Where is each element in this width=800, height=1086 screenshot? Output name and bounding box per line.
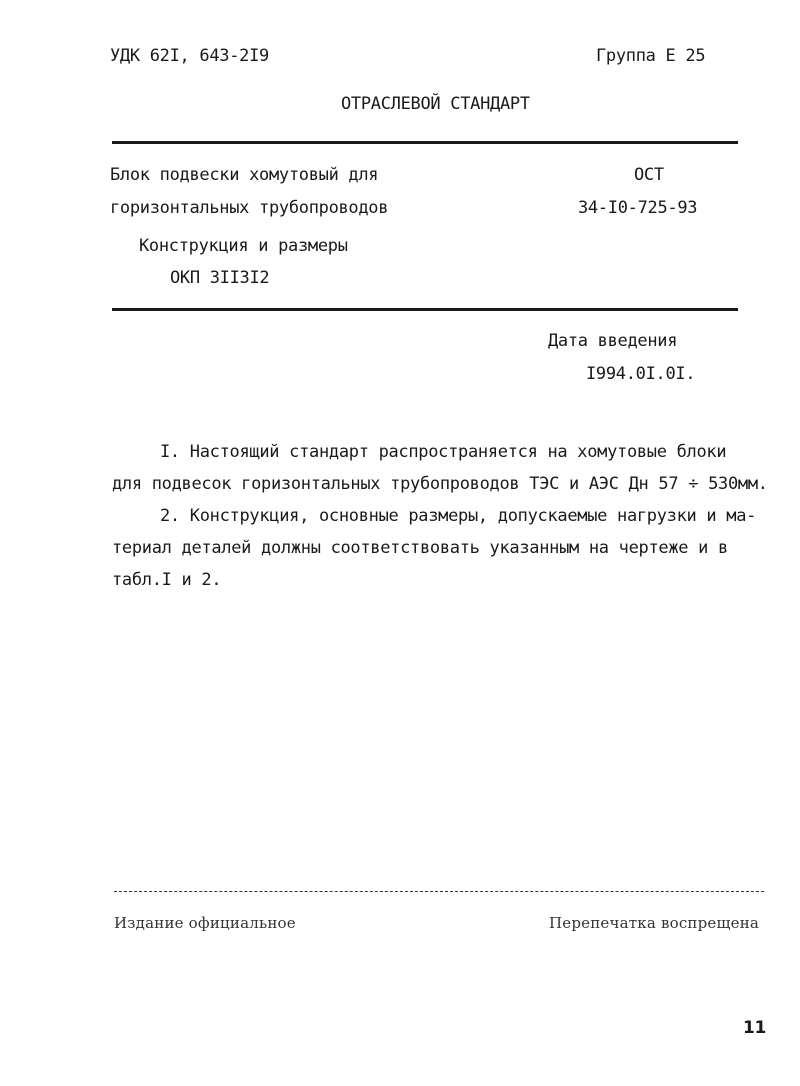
paragraph-1-line-1: I. Настоящий стандарт распространяется на хомутовые блоки: [160, 442, 727, 462]
product-name-line1: Блок подвески хомутовый для: [110, 165, 379, 185]
footer-dashed-rule: [114, 891, 764, 892]
paragraph-2-line-3: табл.I и 2.: [112, 570, 222, 590]
udk-code: УДК 62I, 643-2I9: [110, 46, 269, 66]
paragraph-2-line-1: 2. Конструкция, основные размеры, допускаемые нагрузки и ма-: [160, 506, 757, 526]
date-value: I994.0I.0I.: [586, 364, 696, 384]
footer-official-edition: Издание официальное: [114, 914, 296, 932]
bottom-rule: [112, 308, 738, 311]
paragraph-1-line-2: для подвесок горизонтальных трубопроводов ТЭС и АЭС Дн 57 ÷ 530мм.: [112, 474, 768, 494]
okp-code: ОКП 3II3I2: [170, 268, 270, 288]
date-label: Дата введения: [548, 331, 678, 351]
group-code: Группа Е 25: [596, 46, 706, 66]
footer-reprint-prohibited: Перепечатка воспрещена: [549, 914, 760, 932]
product-name-line2: горизонтальных трубопроводов: [110, 198, 389, 218]
document-title: ОТРАСЛЕВОЙ СТАНДАРТ: [341, 94, 530, 114]
ost-label: ОСТ: [634, 165, 664, 185]
top-rule: [112, 141, 738, 144]
ost-number: 34-I0-725-93: [578, 198, 698, 218]
page-number: 11: [743, 1018, 767, 1038]
paragraph-2-line-2: териал деталей должны соответствовать указанным на чертеже и в: [112, 538, 728, 558]
subtitle: Конструкция и размеры: [139, 236, 348, 256]
